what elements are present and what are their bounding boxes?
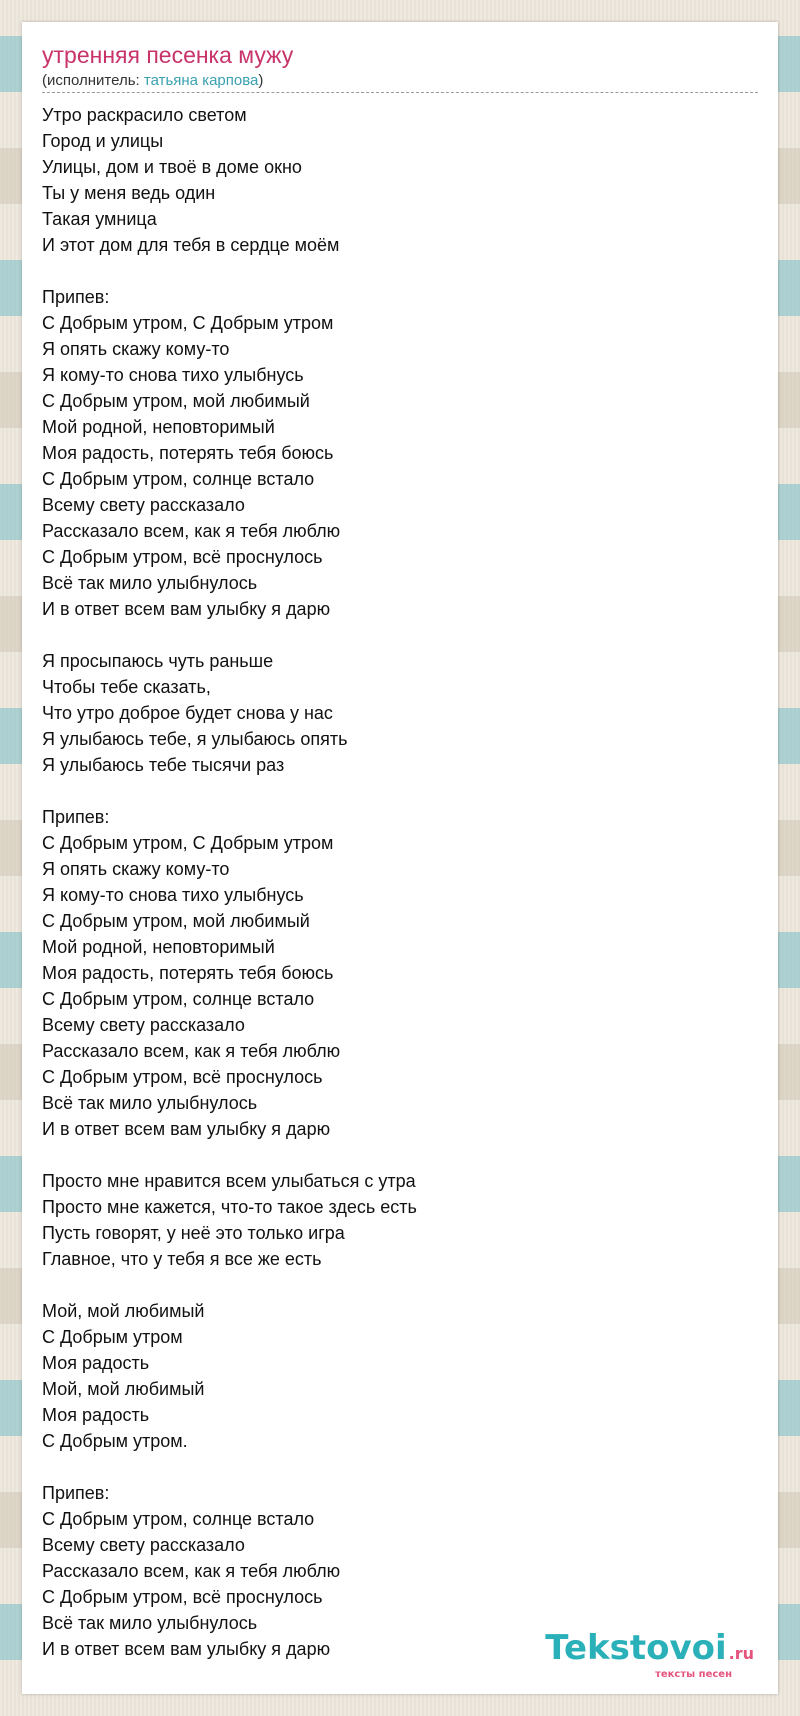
- logo-wordmark: [545, 1628, 754, 1671]
- site-logo[interactable]: [545, 1628, 754, 1680]
- artist-link[interactable]: татьяна карпова: [143, 72, 259, 89]
- lyrics-text: Утро раскрасило светом Город и улицы Улицы, дом и твоё в доме окно Ты у меня ведь один Такая умница И этот дом для тебя в сердце моём Припев: С Добрым утром, С Добрым утром Я опять скажу кому-то Я кому-то снова тихо улыбнусь С Добрым утром, мой любимый Мой родной, неповторимый Моя радость, потерять тебя боюсь С Добрым утром, солнце встало Всему свету рассказало Рассказало всем, как я тебя люблю С Добрым утром, всё проснулось Всё так мило улыбнулось И в ответ всем вам улыбку я дарю Я просыпаюсь чуть раньше Чтобы тебе сказать, Что утро доброе будет снова у нас Я улыбаюсь тебе, я улыбаюсь опять Я улыбаюсь тебе тысячи раз Припев: С Добрым утром, С Добрым утром Я опять скажу кому-то Я кому-то снова тихо улыбнусь С Добрым утром, мой любимый Мой родной, неповторимый Моя радость, потерять тебя боюсь С Добрым утром, солнце встало Всему свету рассказало Рассказало всем, как я тебя люблю С Добрым утром, всё проснулось Всё так мило улыбнулось И в ответ всем вам улыбку я дарю Просто мне нравится всем улыбаться с утра Просто мне кажется, что-то такое здесь есть Пусть говорят, у неё это только игра Главное, что у тебя я все же есть Мой, мой любимый С Добрым утром Моя радость Мой, мой любимый Моя радость С Добрым утром. Припев: С Добрым утром, солнце встало Всему свету рассказало Рассказало всем, как я тебя люблю С Добрым утром, всё проснулось Всё так мило улыбнулось И в ответ всем вам улыбку я дарю: [42, 105, 417, 1659]
- artist-byline: [42, 72, 263, 89]
- byline-prefix: (исполнитель:: [42, 72, 144, 89]
- byline-suffix: ): [258, 72, 264, 89]
- logo-tld: .ru: [728, 1644, 754, 1663]
- lyrics-card: [22, 22, 778, 1694]
- logo-tagline: тексты песен: [655, 1669, 732, 1680]
- song-title: утренняя песенка мужу: [42, 42, 294, 68]
- title-divider: [42, 92, 758, 93]
- logo-name: Tekstovoi: [545, 1628, 727, 1668]
